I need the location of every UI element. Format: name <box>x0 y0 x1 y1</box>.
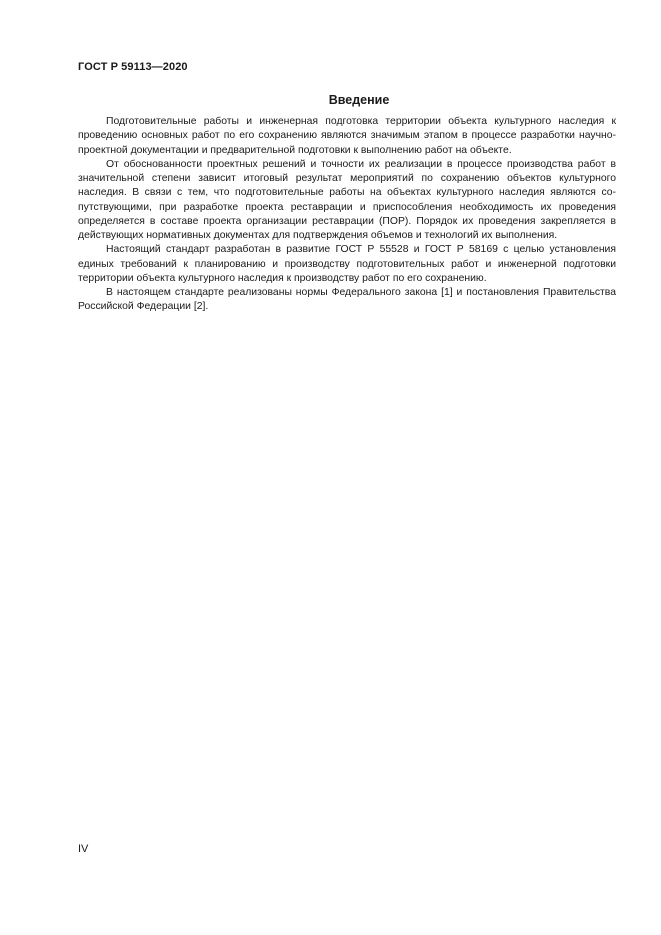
document-code-header: ГОСТ Р 59113—2020 <box>78 61 188 73</box>
paragraph: Подготовительные работы и инженерная подготовка территории объекта культурного наследия к проведению основных работ по его сохранению являются значимым этапом в процессе разработки научно-проектной документации и предварительной подготовки к выполнению работ на объекте. <box>78 116 616 156</box>
page-number: IV <box>78 843 89 855</box>
introduction-body <box>78 115 616 315</box>
section-title: Введение <box>328 93 390 107</box>
paragraph: Настоящий стандарт разработан в развитие ГОСТ Р 55528 и ГОСТ Р 58169 с целью установления единых требований к планированию и производству подготовительных работ и инженерной подготовки территории объекта культурного наследия к производству работ по его сохранению. <box>78 244 616 284</box>
paragraph: В настоящем стандарте реализованы нормы Федерального закона [1] и постановления Правительства Российской Федерации [2]. <box>78 287 616 313</box>
paragraph: От обоснованности проектных решений и точности их реализации в процессе производства работ в значительной степени зависит итоговый результат мероприятий по сохранению объектов культурного наследия. В связи с тем, что подготовительные работы на объектах культурного наследия являются сопутствующими, при разработке проекта реставрации и приспособления необходимость их проведения определяется в составе проекта организации реставрации (ПОР). Порядок их проведения закрепляется в действующих нормативных документах для подтверждения объемов и технологий их выполнения. <box>78 158 616 241</box>
